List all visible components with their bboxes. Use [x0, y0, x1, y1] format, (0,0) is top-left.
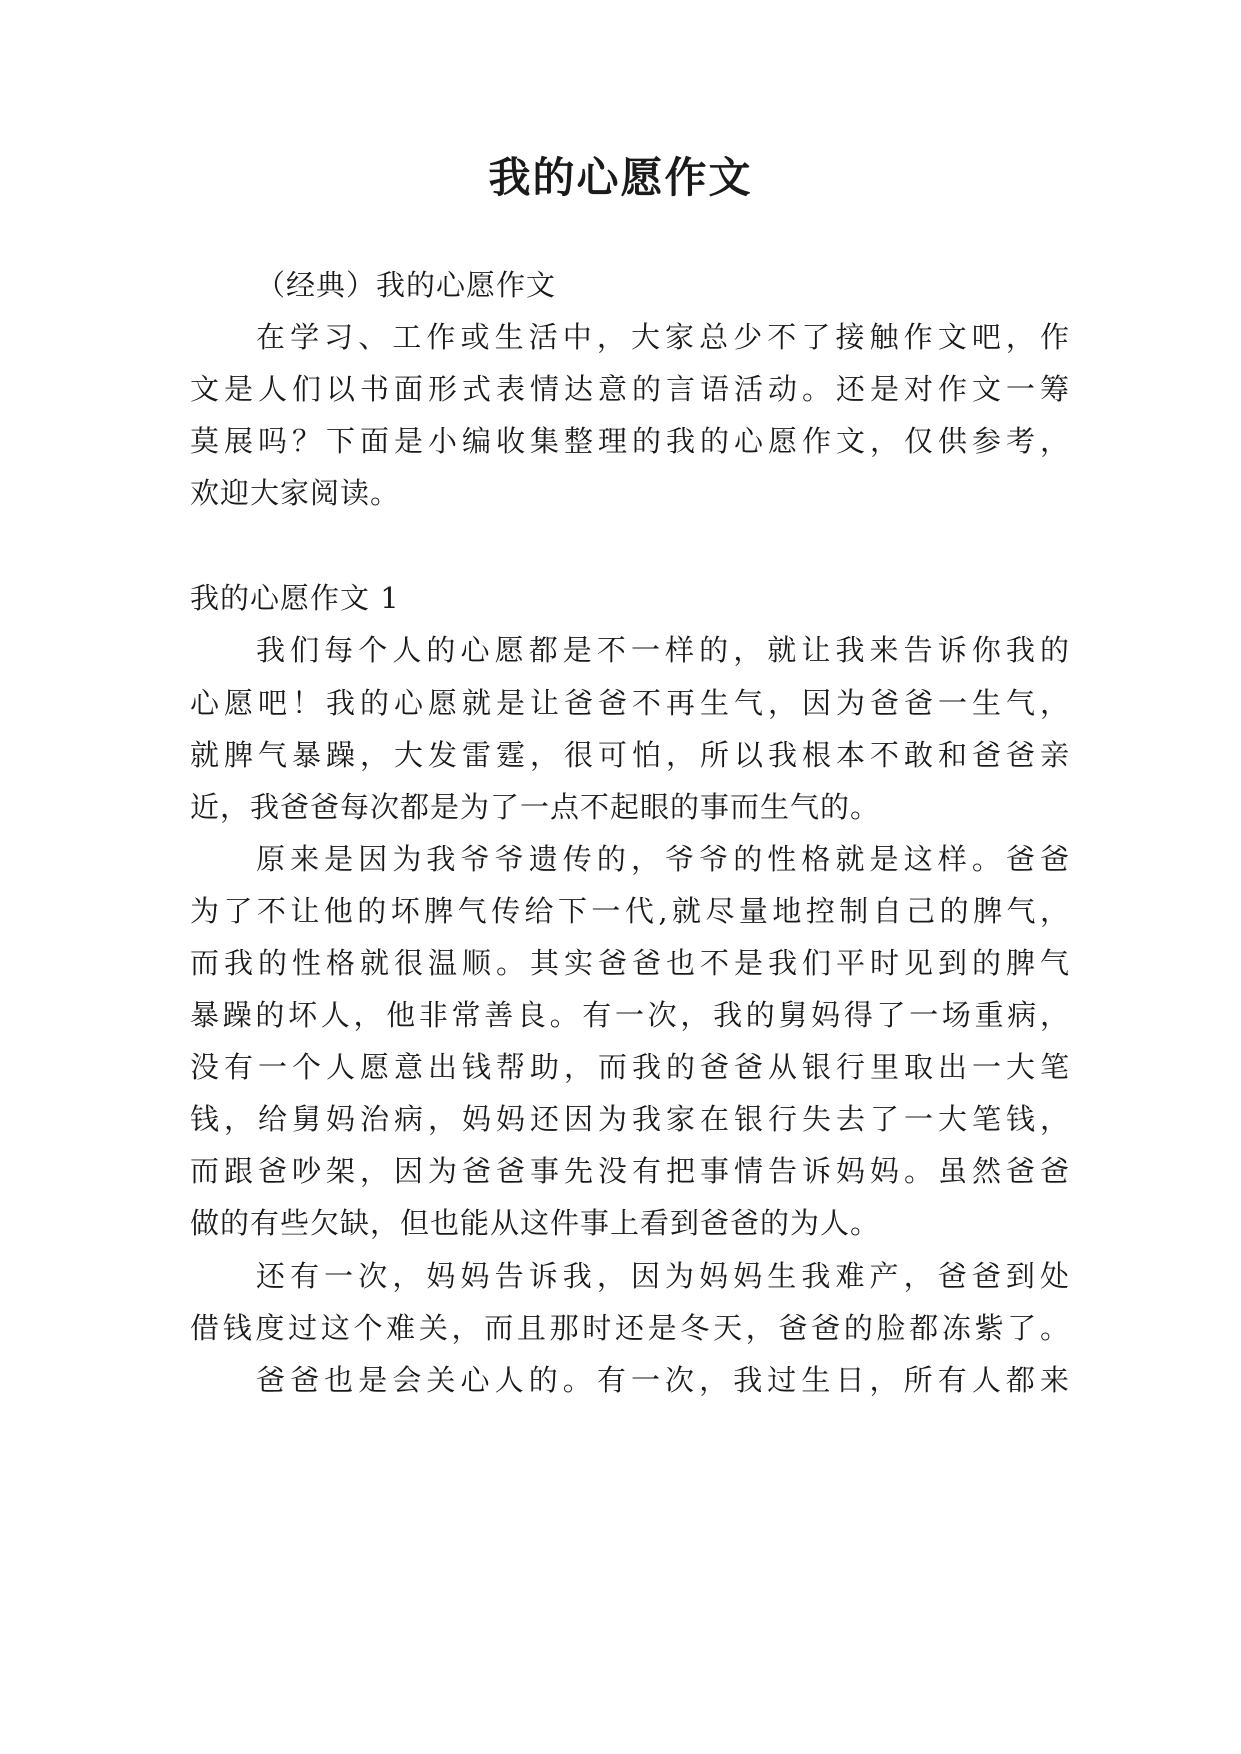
- paragraph-line: 借钱度过这个难关，而且那时还是冬天，爸爸的脸都冻紫了。: [190, 1311, 1070, 1345]
- paragraph-line: 暴躁的坏人，他非常善良。有一次，我的舅妈得了一场重病，: [190, 998, 1070, 1032]
- section-heading: 我的心愿作文 1: [190, 581, 400, 615]
- paragraph-line: 为了不让他的坏脾气传给下一代,就尽量地控制自己的脾气，: [190, 894, 1070, 928]
- paragraph-line: 原来是因为我爷爷遗传的，爷爷的性格就是这样。爸爸: [256, 842, 1070, 876]
- subtitle-line: （经典）我的心愿作文: [256, 268, 557, 302]
- paragraph-line: 钱，给舅妈治病，妈妈还因为我家在银行失去了一大笔钱，: [190, 1102, 1070, 1136]
- paragraph-line: 而我的性格就很温顺。其实爸爸也不是我们平时见到的脾气: [190, 946, 1070, 980]
- paragraph-line: 文是人们以书面形式表情达意的言语活动。还是对作文一筹: [190, 372, 1070, 406]
- paragraph-line: 莫展吗？下面是小编收集整理的我的心愿作文，仅供参考，: [190, 424, 1070, 458]
- paragraph-line: 心愿吧！我的心愿就是让爸爸不再生气，因为爸爸一生气，: [190, 686, 1070, 720]
- document-title: 我的心愿作文: [488, 153, 753, 202]
- paragraph-line: 还有一次，妈妈告诉我，因为妈妈生我难产，爸爸到处: [256, 1259, 1070, 1293]
- paragraph-line: 我们每个人的心愿都是不一样的，就让我来告诉你我的: [256, 633, 1070, 667]
- paragraph-line: 就脾气暴躁，大发雷霆，很可怕，所以我根本不敢和爸爸亲: [190, 738, 1070, 772]
- paragraph-line: 爸爸也是会关心人的。有一次，我过生日，所有人都来: [256, 1363, 1070, 1397]
- paragraph-line: 欢迎大家阅读。: [190, 476, 401, 510]
- paragraph-line: 在学习、工作或生活中，大家总少不了接触作文吧，作: [256, 320, 1070, 354]
- paragraph-line: 近，我爸爸每次都是为了一点不起眼的事而生气的。: [190, 790, 881, 824]
- paragraph-line: 做的有些欠缺，但也能从这件事上看到爸爸的为人。: [190, 1206, 881, 1240]
- paragraph-line: 没有一个人愿意出钱帮助，而我的爸爸从银行里取出一大笔: [190, 1050, 1070, 1084]
- paragraph-line: 而跟爸吵架，因为爸爸事先没有把事情告诉妈妈。虽然爸爸: [190, 1154, 1070, 1188]
